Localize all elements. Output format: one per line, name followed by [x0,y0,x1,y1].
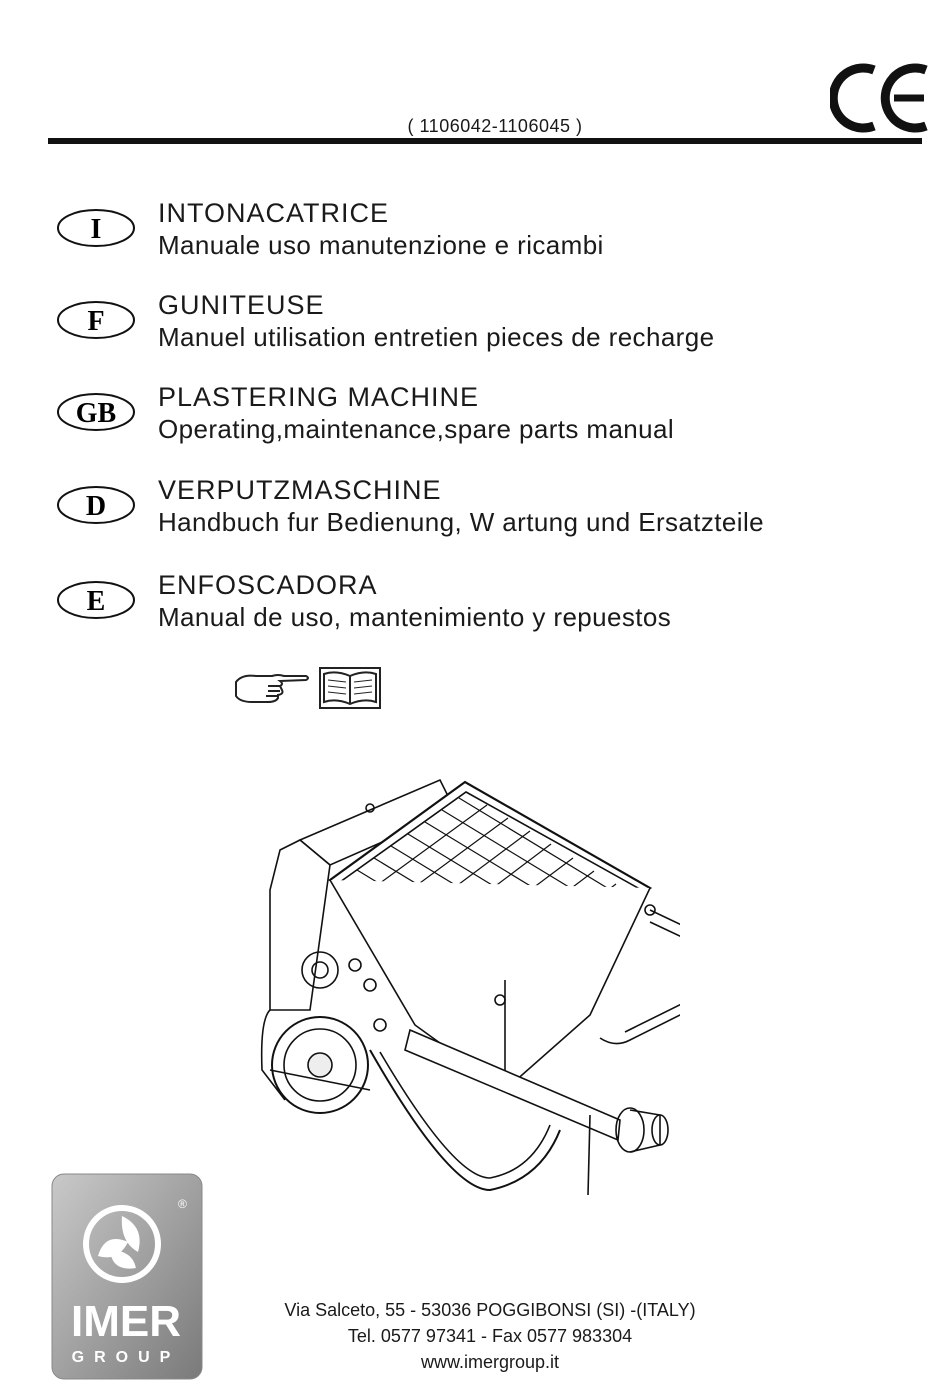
model-codes: ( 1106042-1106045 ) [407,116,583,136]
footer-address: Via Salceto, 55 - 53036 POGGIBONSI (SI) -(ITALY) [284,1300,696,1320]
read-manual-icons [232,664,392,712]
language-title: GUNITEUSE [158,290,325,320]
language-title: ENFOSCADORA [158,570,378,600]
pointing-hand-icon [236,675,308,702]
header-divider [48,138,922,144]
language-row-spanish [56,570,936,650]
svg-text:GB: GB [75,398,117,429]
imer-group-logo [50,1172,205,1382]
language-title: VERPUTZMASCHINE [158,475,442,505]
language-subtitle: Operating,maintenance,spare parts manual [158,414,675,444]
language-subtitle: Manuale uso manutenzione e ricambi [158,230,604,260]
language-badge [56,580,136,620]
language-subtitle: Manual de uso, mantenimiento y repuestos [158,602,672,632]
svg-text:GROUP: GROUP [71,1349,181,1366]
language-row-italian [56,198,936,278]
plastering-machine-illustration [240,770,680,1200]
footer-phone: Tel. 0577 97341 - Fax 0577 983304 [347,1326,633,1346]
ce-mark-icon [830,62,930,134]
language-subtitle: Manuel utilisation entretien pieces de recharge [158,322,715,352]
svg-text:I: I [90,214,102,245]
svg-text:IMER: IMER [71,1297,181,1346]
svg-text:F: F [87,306,105,337]
svg-text:E: E [86,586,106,617]
svg-text:®: ® [178,1197,187,1211]
language-row-english [56,382,936,462]
language-badge [56,300,136,340]
language-title: PLASTERING MACHINE [158,382,480,412]
language-subtitle: Handbuch fur Bedienung, W artung und Ersatzteile [158,507,765,537]
language-badge [56,392,136,432]
language-row-french [56,290,936,370]
language-title: INTONACATRICE [158,198,390,228]
open-book-icon [320,668,380,708]
footer-website[interactable]: www.imergroup.it [420,1352,560,1372]
svg-text:D: D [85,491,107,522]
language-row-german [56,475,936,555]
language-badge [56,208,136,248]
language-badge [56,485,136,525]
